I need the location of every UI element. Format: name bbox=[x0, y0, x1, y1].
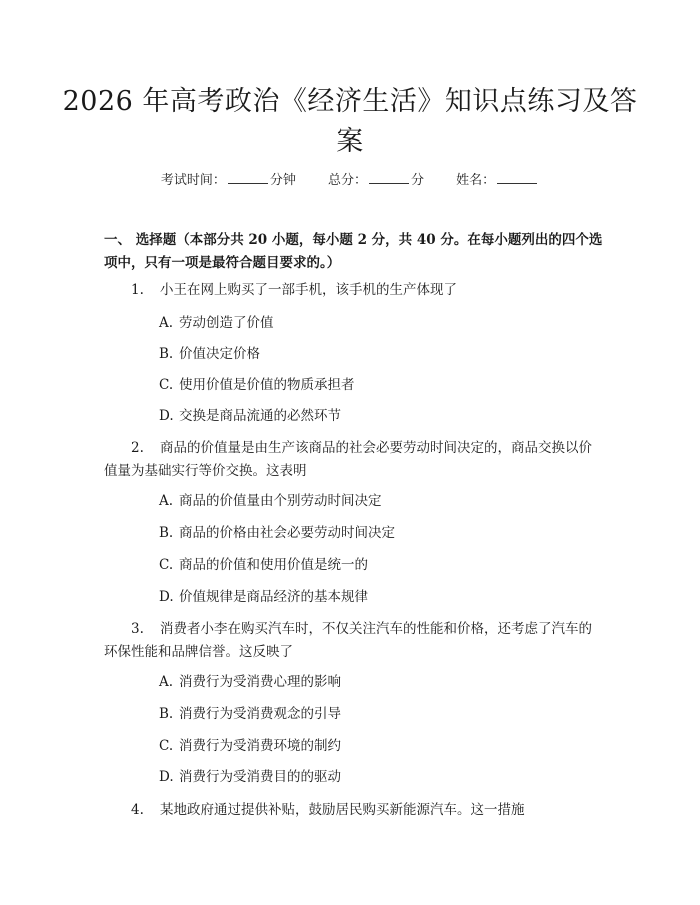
option-2a: A. 商品的价值量由个别劳动时间决定 bbox=[159, 493, 382, 509]
question-stem: 商品的价值量是由生产该商品的社会必要劳动时间决定的，商品交换以价值量为基础实行等价交换。这表明 bbox=[104, 440, 592, 479]
question-2 bbox=[104, 437, 602, 483]
option-2b: B. 商品的价格由社会必要劳动时间决定 bbox=[159, 525, 395, 541]
exam-time-label: 考试时间： bbox=[160, 173, 226, 188]
question-stem: 小王在网上购买了一部手机，该手机的生产体现了 bbox=[160, 282, 457, 298]
page-title: 2026 年高考政治《经济生活》知识点练习及答案 bbox=[62, 86, 638, 157]
exam-meta bbox=[0, 169, 700, 188]
option-1b: B. 价值决定价格 bbox=[159, 346, 260, 362]
total-score-blank bbox=[369, 171, 409, 184]
option-2d: D. 价值规律是商品经济的基本规律 bbox=[159, 589, 368, 605]
option-3b: B. 消费行为受消费观念的引导 bbox=[159, 706, 341, 722]
section-header: 一、 选择题（本部分共 20 小题，每小题 2 分，共 40 分。在每小题列出的四个选项中，只有一项是最符合题目要求的。） bbox=[104, 232, 603, 271]
question-4 bbox=[104, 799, 602, 822]
exam-time-unit: 分钟 bbox=[269, 173, 296, 188]
option-3c: C. 消费行为受消费环境的制约 bbox=[159, 738, 341, 754]
question-number: 2. bbox=[131, 440, 144, 456]
exam-time-field bbox=[161, 169, 296, 188]
option-1a: A. 劳动创造了价值 bbox=[159, 315, 274, 331]
option-1d: D. 交换是商品流通的必然环节 bbox=[159, 408, 341, 424]
question-stem: 消费者小李在购买汽车时，不仅关注汽车的性能和价格，还考虑了汽车的环保性能和品牌信誉。这反映了 bbox=[104, 621, 592, 660]
total-score-label: 总分： bbox=[327, 173, 367, 188]
option-1c: C. 使用价值是价值的物质承担者 bbox=[159, 377, 355, 393]
question-1 bbox=[104, 279, 602, 302]
question-number: 1. bbox=[131, 282, 144, 298]
name-field bbox=[456, 169, 539, 188]
option-3a: A. 消费行为受消费心理的影响 bbox=[159, 674, 341, 690]
option-3d: D. 消费行为受消费目的的驱动 bbox=[159, 769, 341, 785]
total-score-field bbox=[328, 169, 424, 188]
question-number: 3. bbox=[131, 621, 144, 637]
total-score-unit: 分 bbox=[411, 173, 425, 188]
question-stem: 某地政府通过提供补贴，鼓励居民购买新能源汽车。这一措施 bbox=[160, 802, 525, 818]
exam-time-blank bbox=[228, 171, 268, 184]
name-label: 姓名： bbox=[456, 173, 496, 188]
question-number: 4. bbox=[131, 802, 144, 818]
option-2c: C. 商品的价值和使用价值是统一的 bbox=[159, 557, 368, 573]
question-3 bbox=[104, 618, 602, 664]
name-blank bbox=[497, 171, 537, 184]
